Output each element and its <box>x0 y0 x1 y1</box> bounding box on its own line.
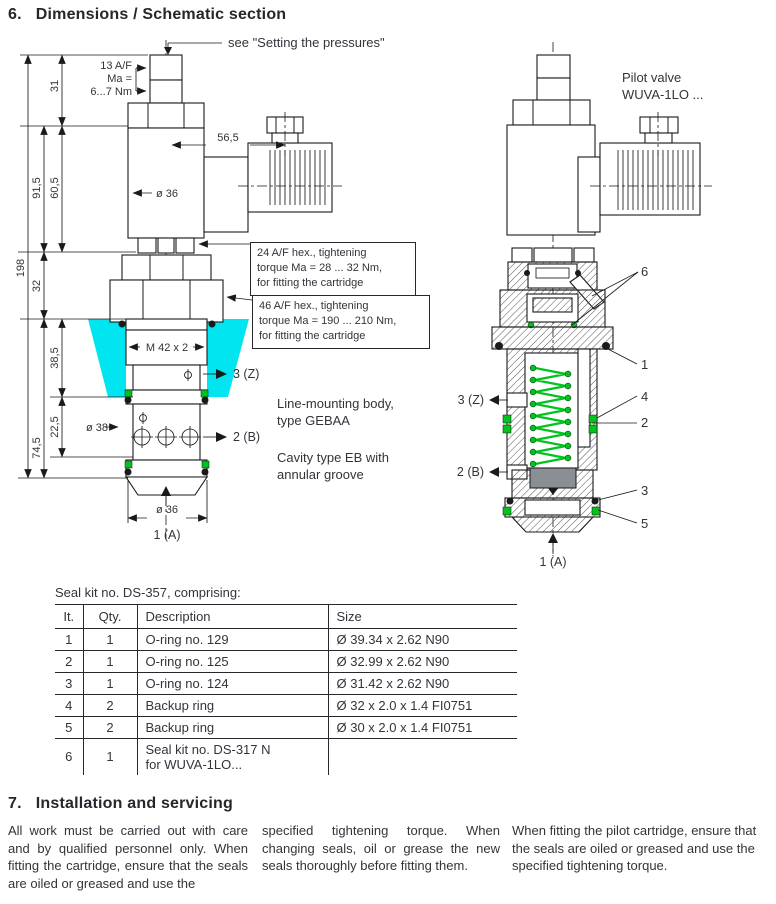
left-port-3z-label: 3 (Z) <box>233 367 260 381</box>
cell-description-line2: for WUVA-1LO... <box>145 756 243 772</box>
cell-qty: 1 <box>83 739 137 775</box>
section-6-heading <box>8 6 286 24</box>
callout-2: 2 <box>641 415 649 430</box>
col-header-description: Description <box>137 605 328 629</box>
installation-paragraph-1: All work must be carried out with care and by qualified personnel only. When fitting the cartridge, ensure that the seals are oiled or greased and use the <box>8 823 248 891</box>
pilot-line1: Pilot valve <box>622 70 682 85</box>
table-row <box>55 739 517 775</box>
callout-5: 5 <box>641 516 649 531</box>
cell-qty: 1 <box>83 673 137 695</box>
section-6-number: 6. <box>8 6 22 23</box>
af13-line2: Ma = <box>107 73 132 85</box>
cavity-type-label <box>277 450 389 484</box>
col-header-qty: Qty. <box>83 605 137 629</box>
cell-description: O-ring no. 124 <box>137 673 328 695</box>
cell-description: O-ring no. 129 <box>137 629 328 651</box>
note-46af-box <box>252 295 430 349</box>
dim-198: 198 <box>15 258 27 278</box>
table-row <box>55 651 517 673</box>
section-7-number: 7. <box>8 795 22 812</box>
dim-91-5: 91,5 <box>31 177 43 199</box>
cavity-line1: Cavity type EB with <box>277 450 389 465</box>
note-46af-line3: for fitting the cartridge <box>259 329 366 342</box>
right-port-3z-label: 3 (Z) <box>457 393 484 407</box>
table-row <box>55 629 517 651</box>
left-port-1a-label: 1 (A) <box>153 528 181 542</box>
cell-size: Ø 30 x 2.0 x 1.4 FI0751 <box>336 720 473 735</box>
table-row <box>55 695 517 717</box>
pilot-line2: WUVA-1LO ... <box>622 86 704 102</box>
section-7-heading <box>8 795 233 813</box>
note-24af-line1: 24 A/F hex., tightening <box>257 247 367 259</box>
cell-it: 5 <box>55 717 83 739</box>
dim-dia38: ø 38 <box>86 422 109 434</box>
callout-1: 1 <box>641 357 649 372</box>
table-row <box>55 673 517 695</box>
cell-it: 3 <box>55 673 83 695</box>
cell-it: 4 <box>55 695 83 717</box>
cell-qty: 2 <box>83 717 137 739</box>
cell-size: Ø 32 x 2.0 x 1.4 FI0751 <box>336 698 473 713</box>
right-port-1a-label: 1 (A) <box>539 555 567 569</box>
dim-31: 31 <box>49 79 61 93</box>
cell-size: Ø 31.42 x 2.62 N90 <box>336 676 450 691</box>
table-row <box>55 717 517 739</box>
col-header-size: Size <box>336 609 362 624</box>
left-port-2b-label: 2 (B) <box>233 430 261 444</box>
callout-6: 6 <box>641 264 649 279</box>
af13-line1: 13 A/F <box>100 60 132 72</box>
note-24af-line2: torque Ma = 28 ... 32 Nm, <box>257 261 383 274</box>
cell-description: Backup ring <box>137 717 328 739</box>
af13-line3: 6...7 Nm <box>90 86 132 98</box>
seal-kit-caption: Seal kit no. DS-357, comprising: <box>55 585 241 600</box>
see-setting-label: see "Setting the pressures" <box>228 35 385 50</box>
cell-it: 1 <box>55 629 83 651</box>
cell-size: Ø 32.99 x 2.62 N90 <box>336 654 450 669</box>
cell-size <box>328 739 517 775</box>
dim-dia36-top: ø 36 <box>156 188 179 200</box>
dim-m42: M 42 x 2 <box>145 342 189 354</box>
dim-32: 32 <box>31 279 43 293</box>
table-header-row <box>55 605 517 629</box>
dim-38-5: 38,5 <box>49 347 61 369</box>
seal-kit-table <box>55 604 517 775</box>
cell-it: 2 <box>55 651 83 673</box>
right-valve-drawing <box>489 42 712 556</box>
note-24af-line3: for fitting the cartridge <box>257 276 364 289</box>
note-46af-line2: torque Ma = 190 ... 210 Nm, <box>259 314 397 327</box>
dim-56-5: 56,5 <box>217 132 239 144</box>
pilot-valve-label <box>622 70 703 104</box>
dim-22-5: 22,5 <box>49 416 61 438</box>
line-mounting-line1: Line-mounting body, <box>277 396 394 411</box>
cell-description-line1: Seal kit no. DS-317 N <box>145 741 271 757</box>
section-6-title: Dimensions / Schematic section <box>35 6 287 23</box>
cell-description: Backup ring <box>137 695 328 717</box>
cell-qty: 2 <box>83 695 137 717</box>
cell-description <box>137 739 328 775</box>
line-mounting-line2: type GEBAA <box>277 412 350 428</box>
installation-paragraph-3: When fitting the pilot cartridge, ensure that the seals are oiled or greased and use the specified tightening torque. <box>512 823 757 873</box>
callout-4: 4 <box>641 389 649 404</box>
cell-size: Ø 39.34 x 2.62 N90 <box>336 632 450 647</box>
line-mounting-label <box>277 396 394 430</box>
right-port-2b-label: 2 (B) <box>456 465 484 479</box>
note-24af-box <box>250 242 416 296</box>
dim-60-5: 60,5 <box>49 177 61 199</box>
cell-it: 6 <box>55 739 83 775</box>
installation-paragraph-2: specified tightening torque. When changing seals, oil or grease the new seals thoroughly before fitting them. <box>262 823 500 873</box>
cell-qty: 1 <box>83 629 137 651</box>
cell-qty: 1 <box>83 651 137 673</box>
callout-3: 3 <box>641 483 649 498</box>
col-header-it: It. <box>55 605 83 629</box>
dim-74-5: 74,5 <box>31 437 43 459</box>
dim-dia36-bottom: ø 36 <box>155 504 179 516</box>
cavity-line2: annular groove <box>277 466 364 482</box>
section-7-title: Installation and servicing <box>35 795 233 812</box>
cell-description: O-ring no. 125 <box>137 651 328 673</box>
note-46af-line1: 46 A/F hex., tightening <box>259 300 369 312</box>
